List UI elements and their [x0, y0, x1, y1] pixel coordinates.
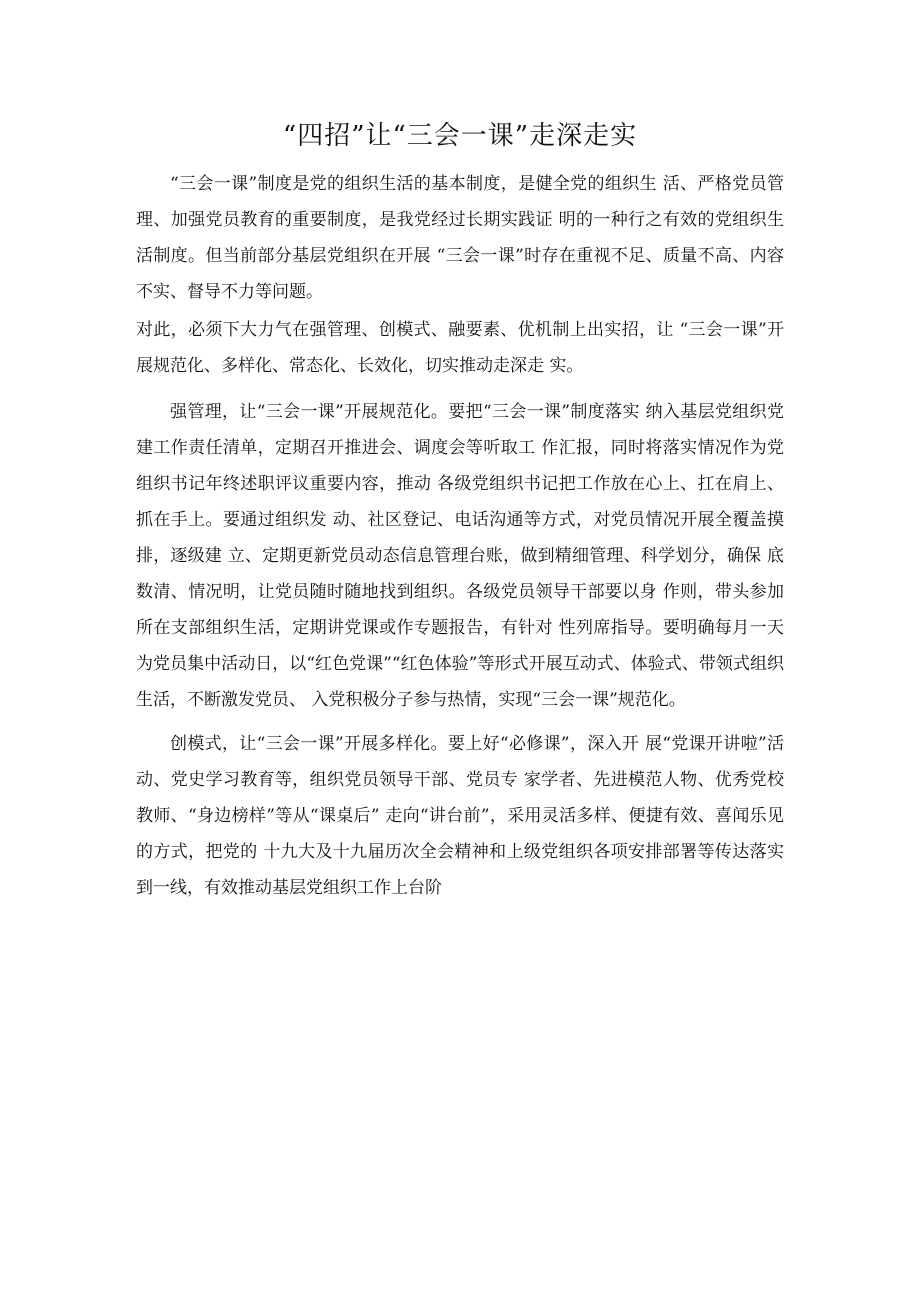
document-title: “四招”让“三会一课”走深走实: [282, 121, 638, 151]
paragraph-measures: 对此，必须下大力气在强管理、创模式、融要素、优机制上出实招，让 “三会一课”开展规范化、多样化、常态化、长效化，切实推动走深走 实。: [136, 320, 784, 376]
paragraph-strengthen-management: 强管理，让“三会一课”开展规范化。要把“三会一课”制度落实 纳入基层党组织党建工作责任清单，定期召开推进会、调度会等听取工 作汇报，同时将落实情况作为党组织书记年终述职评议重要内容，推动 各级党组织书记把工作放在心上、扛在肩上、抓在手上。要通过组织发 动、社区登记、电话沟通等方式，对党员情况开展全覆盖摸排，逐级建 立、定期更新党员动态信息管理台账，做到精细管理、科学划分，确保 底数清、情况明，让党员随时随地找到组织。各级党员领导干部要以身 作则，带头参加所在支部组织生活，定期讲党课或作专题报告，有针对 性列席指导。要明确每月一天为党员集中活动日，以“红色党课”“红色体验”等形式开展互动式、体验式、带领式组织生活，不断激发党员、 入党积极分子参与热情，实现“三会一课”规范化。: [136, 402, 784, 710]
document-body: [136, 166, 784, 906]
paragraph-intro: “三会一课”制度是党的组织生活的基本制度，是健全党的组织生 活、严格党员管理、加强党员教育的重要制度，是我党经过长期实践证 明的一种行之有效的党组织生活制度。但当前部分基层党组织在开展 “三会一课”时存在重视不足、质量不高、内容不实、督导不力等问题。: [136, 174, 784, 302]
paragraph-innovate-mode: 创模式，让“三会一课”开展多样化。要上好“必修课”，深入开 展“党课开讲啦”活动、党史学习教育等，组织党员领导干部、党员专 家学者、先进模范人物、优秀党校教师、“身边榜样”等从“课桌后” 走向“讲台前”，采用灵活多样、便捷有效、喜闻乐见的方式，把党的 十九大及十九届历次全会精神和上级党组织各项安排部署等传达落实 到一线，有效推动基层党组织工作上台阶: [136, 734, 784, 898]
